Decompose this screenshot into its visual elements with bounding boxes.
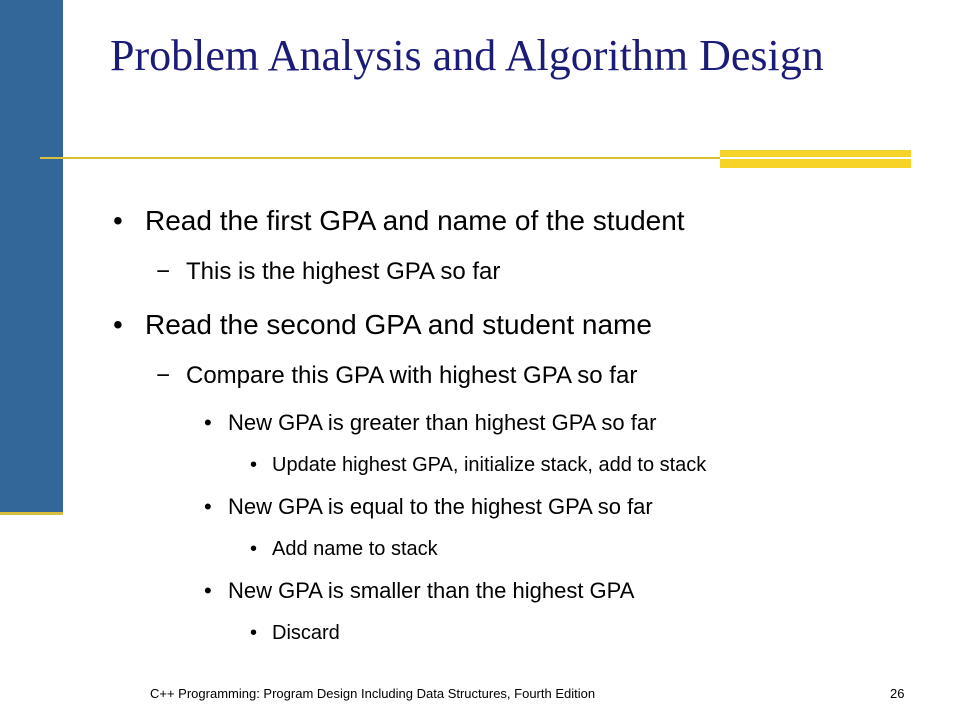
bullet-item	[156, 362, 638, 390]
bullet-text: Add name to stack	[272, 538, 438, 560]
bullet-text: Discard	[272, 622, 340, 644]
bullet-item	[204, 578, 635, 604]
page-number: 26	[890, 686, 905, 701]
bullet-marker: •	[250, 454, 258, 476]
bullet-item	[204, 410, 657, 436]
bullet-marker: −	[156, 362, 171, 389]
bullet-item	[156, 258, 501, 286]
slide-title: Problem Analysis and Algorithm Design	[110, 31, 824, 80]
bullet-text: New GPA is greater than highest GPA so far	[228, 410, 657, 435]
bullet-item	[250, 453, 707, 477]
footer-text: C++ Programming: Program Design Including Data Structures, Fourth Edition	[150, 686, 596, 701]
bullet-item	[113, 205, 685, 237]
bullet-marker: •	[204, 410, 212, 435]
bullet-marker: •	[204, 494, 212, 519]
bullet-marker: •	[113, 205, 123, 236]
bullet-item	[204, 494, 653, 520]
bullet-item	[250, 621, 340, 645]
bullet-marker: −	[156, 258, 171, 285]
bullet-text: Compare this GPA with highest GPA so far	[186, 362, 638, 389]
bullet-text: Update highest GPA, initialize stack, add to stack	[272, 454, 707, 476]
bullet-text: Read the first GPA and name of the student	[145, 205, 685, 236]
bullet-text: New GPA is equal to the highest GPA so far	[228, 494, 653, 519]
bullet-text: This is the highest GPA so far	[186, 258, 501, 285]
bullet-marker: •	[204, 578, 212, 603]
bullet-marker: •	[250, 538, 258, 560]
bullet-item	[113, 309, 652, 341]
bullet-marker: •	[113, 309, 123, 340]
bullet-marker: •	[250, 622, 258, 644]
bullet-item	[250, 537, 438, 561]
bullet-text: New GPA is smaller than the highest GPA	[228, 578, 635, 603]
bullet-text: Read the second GPA and student name	[145, 309, 652, 340]
